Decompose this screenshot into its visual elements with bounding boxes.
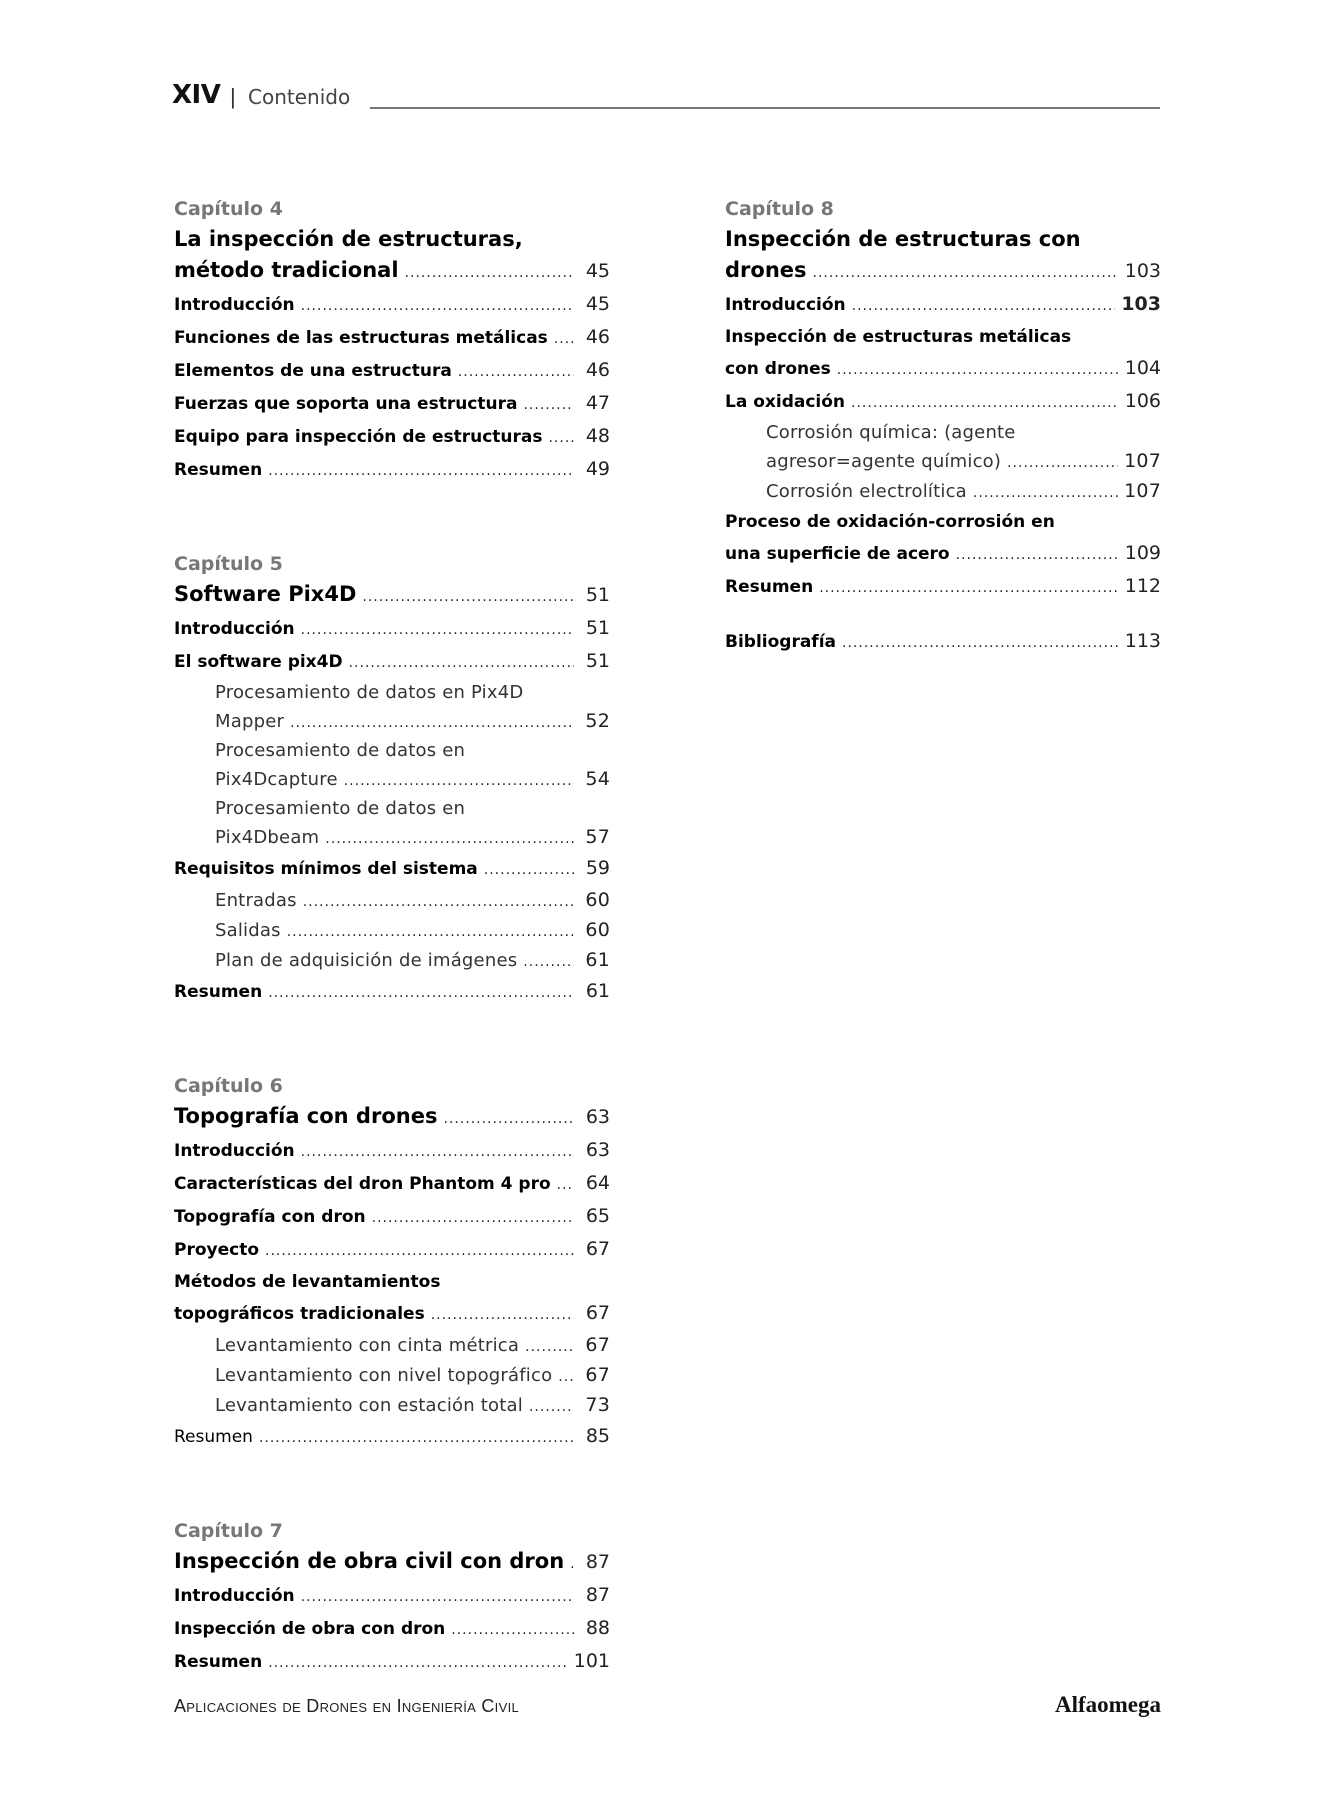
dot-leader (956, 540, 1119, 571)
entry-title: Equipo para inspección de estructuras (174, 427, 543, 447)
dot-leader (837, 355, 1119, 386)
toc-line (174, 1421, 610, 1454)
page-number: 63 (585, 1106, 610, 1128)
entry-title-line: Corrosión química: (agente (766, 422, 1016, 443)
dot-leader (523, 390, 574, 421)
toc-subentry (174, 1391, 610, 1421)
toc-line (174, 646, 610, 679)
page-number: 87 (585, 1584, 610, 1606)
toc-line (174, 579, 610, 613)
toc-right-column (725, 194, 1161, 721)
entry-title: Software Pix4D (174, 582, 357, 606)
entry-title: Resumen (174, 1652, 263, 1672)
page-header (172, 80, 1160, 112)
entry-title: Funciones de las estructuras metálicas (174, 328, 548, 348)
entry-title: drones (725, 258, 807, 282)
entry-title: Corrosión electrolítica (766, 481, 967, 502)
entry-title: Resumen (174, 460, 263, 480)
entry-title: Topografía con drones (174, 1104, 438, 1128)
entry-title: agresor=agente químico) (766, 451, 1002, 472)
chapter-title-line: La inspección de estructuras, (174, 227, 523, 251)
entry-title-line: Procesamiento de datos en (215, 798, 466, 819)
entry-title: topográficos tradicionales (174, 1304, 425, 1324)
dot-leader (558, 1363, 574, 1391)
page-number: 73 (585, 1394, 610, 1416)
toc-line (174, 613, 610, 646)
entry-title: Características del dron Phantom 4 pro (174, 1174, 551, 1194)
dot-leader (548, 423, 574, 454)
toc-entry (174, 1267, 610, 1331)
toc-entry (174, 355, 610, 388)
page-number: 45 (585, 293, 610, 315)
toc-line (725, 626, 1161, 659)
header-separator: | (230, 84, 236, 109)
dot-leader (554, 324, 574, 355)
toc-entry (174, 289, 610, 322)
toc-entry (174, 322, 610, 355)
entry-title-line: Procesamiento de datos en (215, 740, 466, 761)
dot-leader (819, 573, 1119, 604)
dot-leader (268, 456, 574, 487)
page-number: 51 (585, 617, 610, 639)
entry-title-line: Proceso de oxidación-corrosión en (725, 512, 1055, 532)
dot-leader (301, 1137, 574, 1168)
page-number: 48 (585, 425, 610, 447)
section-title: Contenido (248, 85, 351, 109)
toc-line (215, 823, 610, 853)
toc-line (174, 1135, 610, 1168)
chapter-section (725, 626, 1161, 659)
toc-line (174, 1580, 610, 1613)
dot-leader (523, 948, 574, 976)
entry-title: La oxidación (725, 392, 846, 412)
toc-subentry (174, 1331, 610, 1361)
toc-entry (174, 853, 610, 886)
page-number: 52 (585, 710, 610, 732)
toc-line (215, 1361, 610, 1391)
dot-leader (851, 388, 1119, 419)
page-number: 107 (1124, 480, 1161, 502)
toc-entry (174, 454, 610, 487)
toc-entry (174, 1613, 610, 1646)
chapter-title (174, 1546, 610, 1580)
dot-leader (1007, 449, 1118, 477)
dot-leader (265, 1236, 574, 1267)
toc-line (174, 1646, 610, 1679)
chapter-title (725, 224, 1161, 289)
toc-entry (174, 613, 610, 646)
toc-entry (174, 1234, 610, 1267)
entry-title: Introducción (174, 295, 295, 315)
toc-entry (174, 1201, 610, 1234)
toc-line (174, 355, 610, 388)
dot-leader (301, 1582, 574, 1613)
page-number: 107 (1124, 450, 1161, 472)
toc-line (174, 322, 610, 355)
toc-entry (174, 1646, 610, 1679)
entry-title: Levantamiento con estación total (215, 1395, 523, 1416)
page-number: 60 (585, 889, 610, 911)
entry-title-line: Procesamiento de datos en Pix4D (215, 682, 524, 703)
toc-line (174, 1613, 610, 1646)
toc-left-column (174, 194, 610, 1741)
toc-entry (174, 1421, 610, 1454)
toc-line (174, 421, 610, 454)
page-number: 64 (585, 1172, 610, 1194)
dot-leader (557, 1170, 574, 1201)
toc-line (215, 1391, 610, 1421)
entry-title: una superficie de acero (725, 544, 950, 564)
chapter-section (174, 549, 610, 1009)
toc-line (725, 353, 1161, 386)
toc-subentry (174, 679, 610, 737)
page-number: 61 (585, 980, 610, 1002)
entry-title: Resumen (174, 982, 263, 1002)
chapter-section (725, 194, 1161, 604)
toc-entry (174, 1580, 610, 1613)
dot-leader (344, 767, 574, 795)
toc-line (215, 946, 610, 976)
toc-line (174, 1298, 610, 1331)
chapter-label: Capítulo 6 (174, 1075, 283, 1097)
toc-line (174, 289, 610, 322)
toc-entry (174, 1135, 610, 1168)
entry-title: Entradas (215, 890, 297, 911)
entry-title: Pix4Dbeam (215, 827, 320, 848)
dot-leader (301, 615, 574, 646)
entry-title-line: Métodos de levantamientos (174, 1272, 441, 1292)
toc-entry (725, 322, 1161, 386)
entry-title: Introducción (725, 295, 846, 315)
dot-leader (372, 1203, 574, 1234)
toc-entry (725, 289, 1161, 322)
chapter-title-line: Inspección de estructuras con (725, 227, 1081, 251)
page-number: 47 (585, 392, 610, 414)
dot-leader (525, 1333, 574, 1361)
toc-subentry (174, 916, 610, 946)
page-number: 54 (585, 768, 610, 790)
page-number: 51 (585, 584, 610, 606)
chapter-title (174, 224, 610, 289)
toc-line (725, 255, 1161, 289)
toc-entry (174, 646, 610, 679)
toc-subentry (725, 419, 1161, 477)
dot-leader (303, 888, 574, 916)
dot-leader (451, 1615, 574, 1646)
toc-line (725, 538, 1161, 571)
entry-title: Introducción (174, 1141, 295, 1161)
chapter-section (174, 1071, 610, 1454)
toc-line (174, 853, 610, 886)
page-number: 60 (585, 919, 610, 941)
toc-line (174, 1101, 610, 1135)
entry-title: Bibliografía (725, 632, 837, 652)
toc-line (174, 976, 610, 1009)
entry-title: Pix4Dcapture (215, 769, 338, 790)
dot-leader (259, 1423, 574, 1454)
toc-entry (725, 626, 1161, 659)
page-number: 106 (1124, 390, 1161, 412)
dot-leader (268, 978, 574, 1009)
dot-leader (405, 258, 574, 289)
dot-leader (431, 1300, 574, 1331)
toc-line (174, 388, 610, 421)
toc-line (215, 886, 610, 916)
dot-leader (301, 291, 574, 322)
toc-line (174, 1546, 610, 1580)
dot-leader (484, 855, 574, 886)
dot-leader (443, 1104, 574, 1135)
entry-title: Plan de adquisición de imágenes (215, 950, 518, 971)
page-number: 113 (1124, 630, 1161, 652)
entry-title: Elementos de una estructura (174, 361, 452, 381)
toc-entry (174, 421, 610, 454)
entry-title: Proyecto (174, 1240, 260, 1260)
entry-title-line: Inspección de estructuras metálicas (725, 327, 1072, 347)
toc-line (725, 386, 1161, 419)
toc-line (215, 916, 610, 946)
toc-line (725, 571, 1161, 604)
toc-line (215, 1331, 610, 1361)
toc-entry (174, 388, 610, 421)
page-number: 85 (585, 1425, 610, 1447)
chapter-section (174, 194, 610, 487)
toc-subentry (174, 886, 610, 916)
chapter-label: Capítulo 4 (174, 198, 283, 220)
entry-title: método tradicional (174, 258, 399, 282)
toc-entry (174, 1168, 610, 1201)
page-number: 103 (1121, 293, 1161, 315)
toc-line (174, 1201, 610, 1234)
dot-leader (287, 918, 574, 946)
toc-subentry (174, 1361, 610, 1391)
page-number: XIV (172, 80, 221, 110)
dot-leader (362, 582, 574, 613)
toc-line (766, 447, 1161, 477)
toc-subentry (174, 946, 610, 976)
chapter-label: Capítulo 5 (174, 553, 283, 575)
entry-title: Inspección de obra con dron (174, 1619, 446, 1639)
entry-title: Fuerzas que soporta una estructura (174, 394, 518, 414)
chapter-section (174, 1516, 610, 1679)
dot-leader (852, 291, 1116, 322)
page-number: 61 (585, 949, 610, 971)
entry-title: Mapper (215, 711, 285, 732)
book-title: Aplicaciones de Drones en Ingeniería Civil (174, 1696, 520, 1716)
toc-line (174, 1234, 610, 1267)
page-number: 46 (585, 359, 610, 381)
toc-line (174, 255, 610, 289)
dot-leader (458, 357, 574, 388)
entry-title: Introducción (174, 1586, 295, 1606)
toc-entry (725, 386, 1161, 419)
entry-title: Levantamiento con cinta métrica (215, 1335, 520, 1356)
dot-leader (973, 479, 1118, 507)
entry-title: El software pix4D (174, 652, 343, 672)
toc-subentry (174, 737, 610, 795)
page-number: 67 (585, 1334, 610, 1356)
header-rule (370, 107, 1160, 109)
page-number: 57 (585, 826, 610, 848)
publisher-logo: Alfaomega (1054, 1692, 1161, 1717)
page-number: 46 (585, 326, 610, 348)
chapter-label: Capítulo 7 (174, 1520, 283, 1542)
toc-line (725, 289, 1161, 322)
dot-leader (349, 648, 574, 679)
page-number: 67 (585, 1238, 610, 1260)
chapter-title (174, 1101, 610, 1135)
chapter-label: Capítulo 8 (725, 198, 834, 220)
toc-entry (725, 507, 1161, 571)
dot-leader (290, 709, 574, 737)
entry-title: Topografía con dron (174, 1207, 366, 1227)
dot-leader (529, 1393, 574, 1421)
page-number: 59 (585, 857, 610, 879)
page-number: 88 (585, 1617, 610, 1639)
dot-leader (813, 258, 1119, 289)
page-number: 101 (573, 1650, 610, 1672)
chapter-title (174, 579, 610, 613)
entry-title: Resumen (174, 1427, 253, 1447)
dot-leader (570, 1549, 574, 1580)
toc-line (174, 1168, 610, 1201)
entry-title: Levantamiento con nivel topográfico (215, 1365, 553, 1386)
page-number: 63 (585, 1139, 610, 1161)
toc-line (215, 765, 610, 795)
entry-title: Requisitos mínimos del sistema (174, 859, 478, 879)
page-number: 87 (585, 1551, 610, 1573)
toc-line (215, 707, 610, 737)
page-number: 103 (1124, 260, 1161, 282)
toc-line (766, 477, 1161, 507)
entry-title: Introducción (174, 619, 295, 639)
entry-title: Salidas (215, 920, 281, 941)
page-number: 45 (585, 260, 610, 282)
page-number: 51 (585, 650, 610, 672)
page-number: 67 (585, 1364, 610, 1386)
page-number: 65 (585, 1205, 610, 1227)
dot-leader (842, 628, 1119, 659)
toc-subentry (174, 795, 610, 853)
entry-title: con drones (725, 359, 831, 379)
page-number: 49 (585, 458, 610, 480)
toc-entry (174, 976, 610, 1009)
page-number: 104 (1124, 357, 1161, 379)
dot-leader (268, 1648, 568, 1679)
entry-title: Resumen (725, 577, 814, 597)
page-number: 112 (1124, 575, 1161, 597)
page-number: 67 (585, 1302, 610, 1324)
toc-line (174, 454, 610, 487)
toc-entry (725, 571, 1161, 604)
dot-leader (325, 825, 574, 853)
toc-subentry (725, 477, 1161, 507)
entry-title: Inspección de obra civil con dron (174, 1549, 565, 1573)
page-number: 109 (1124, 542, 1161, 564)
